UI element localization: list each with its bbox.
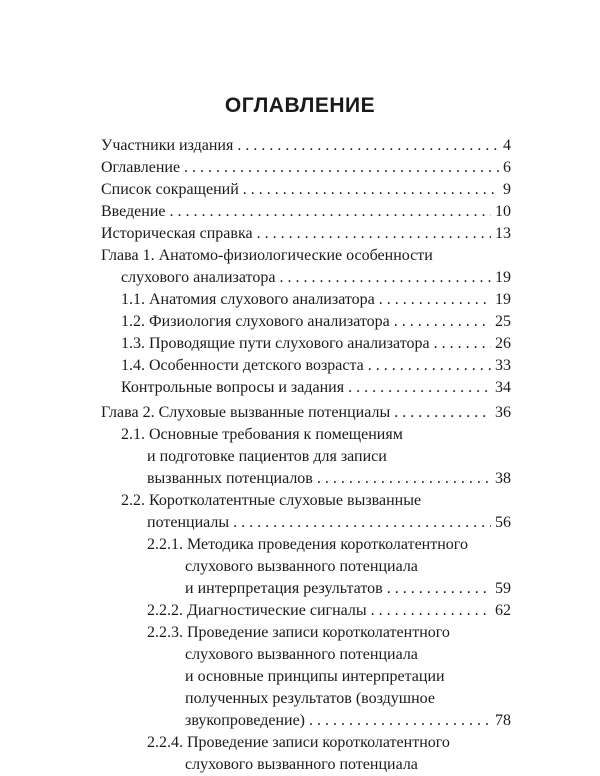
toc-last-line bbox=[101, 201, 511, 223]
toc-page-number: 6 bbox=[503, 159, 511, 176]
dot-leader bbox=[233, 512, 491, 534]
toc-last-line bbox=[121, 377, 511, 399]
toc-last-line bbox=[185, 710, 511, 732]
toc-last-line bbox=[147, 600, 511, 622]
toc-page-number: 34 bbox=[495, 379, 511, 396]
toc-entry-text: Историческая справка bbox=[101, 225, 253, 242]
toc-page-number: 13 bbox=[495, 225, 511, 242]
toc-entry-text: Глава 1. Анатомо-физиологические особенности bbox=[101, 247, 433, 264]
toc-entry-text: 2.2.1. Методика проведения коротколатентного bbox=[147, 536, 468, 553]
toc-last-line bbox=[121, 267, 511, 289]
toc-last-line bbox=[101, 157, 511, 179]
toc-entry-text: 2.2. Коротколатентные слуховые вызванные bbox=[121, 492, 422, 509]
toc-entry-text: 2.2.3. Проведение записи коротколатентного bbox=[147, 624, 450, 641]
toc-last-line bbox=[101, 179, 511, 201]
toc-entry-text: 1.1. Анатомия слухового анализатора bbox=[121, 291, 375, 308]
toc-last-line bbox=[101, 223, 511, 245]
dot-leader bbox=[368, 355, 491, 377]
dot-leader bbox=[348, 377, 491, 399]
toc-entry-text: Введение bbox=[101, 203, 166, 220]
toc-entry-text: вызванных потенциалов bbox=[147, 470, 313, 487]
dot-leader bbox=[243, 179, 499, 201]
toc-entry-text: 1.4. Особенности детского возраста bbox=[121, 357, 364, 374]
toc-entry-text: полученных результатов (воздушное bbox=[185, 690, 435, 707]
toc-entry-text: и основные принципы интерпретации bbox=[185, 668, 445, 685]
toc-page-number: 56 bbox=[495, 514, 511, 531]
toc-page-number: 33 bbox=[495, 357, 511, 374]
toc-entry-text: Глава 2. Слуховые вызванные потенциалы bbox=[101, 404, 391, 421]
toc-page-number: 38 bbox=[495, 470, 511, 487]
toc-entry-text: и интерпретация результатов bbox=[185, 580, 383, 597]
toc-entry-text: 1.2. Физиология слухового анализатора bbox=[121, 313, 390, 330]
toc-entry bbox=[101, 157, 511, 179]
toc-page-number: 26 bbox=[495, 335, 511, 352]
toc-entry bbox=[147, 600, 511, 622]
toc-entry-text: 2.2.4. Проведение записи коротколатентного bbox=[147, 734, 450, 751]
toc-entry-text: и подготовке пациентов для записи bbox=[147, 448, 387, 465]
toc-entry bbox=[121, 311, 511, 333]
toc-entry-text: Список сокращений bbox=[101, 181, 239, 198]
toc-entry bbox=[101, 135, 511, 157]
toc-entry-text: звукопроведение) bbox=[185, 712, 305, 729]
toc-entry bbox=[121, 333, 511, 355]
toc-last-line bbox=[185, 578, 511, 600]
dot-leader bbox=[184, 157, 499, 179]
toc-entry-text: 2.1. Основные требования к помещениям bbox=[121, 426, 403, 443]
toc-page-number: 19 bbox=[495, 269, 511, 286]
toc-entry-text: слухового вызванного потенциала bbox=[185, 558, 418, 575]
toc-entry bbox=[121, 377, 511, 399]
toc-entry-text: Участники издания bbox=[101, 137, 234, 154]
dot-leader bbox=[317, 468, 491, 490]
dot-leader bbox=[394, 402, 491, 424]
toc-page-number: 10 bbox=[495, 203, 511, 220]
toc-entry-text: 1.3. Проводящие пути слухового анализатора bbox=[121, 335, 430, 352]
toc-entry bbox=[101, 223, 511, 245]
dot-leader bbox=[309, 710, 491, 732]
toc-page-number: 19 bbox=[495, 291, 511, 308]
dot-leader bbox=[434, 333, 491, 355]
toc-entry bbox=[121, 289, 511, 311]
toc-page-number: 59 bbox=[495, 580, 511, 597]
toc-page-number: 4 bbox=[503, 137, 511, 154]
toc-entry bbox=[147, 622, 511, 732]
toc-entry bbox=[147, 732, 511, 776]
toc-page-number: 78 bbox=[495, 712, 511, 729]
dot-leader bbox=[279, 267, 491, 289]
toc-last-line bbox=[121, 355, 511, 377]
toc-page-number: 9 bbox=[503, 181, 511, 198]
dot-leader bbox=[379, 289, 491, 311]
toc-entry-text: слухового анализатора bbox=[121, 269, 276, 286]
toc-page-number: 36 bbox=[495, 404, 511, 421]
toc-last-line bbox=[121, 311, 511, 333]
toc-page-number: 25 bbox=[495, 313, 511, 330]
toc-entry-text: потенциалы bbox=[147, 514, 230, 531]
dot-leader bbox=[371, 600, 491, 622]
page-title: ОГЛАВЛЕНИЕ bbox=[224, 94, 376, 117]
dot-leader bbox=[170, 201, 492, 223]
toc-entry bbox=[121, 355, 511, 377]
toc-last-line bbox=[121, 289, 511, 311]
toc-page-number: 62 bbox=[495, 602, 511, 619]
toc-entry-text: слухового вызванного потенциала bbox=[185, 646, 418, 663]
dot-leader bbox=[387, 578, 491, 600]
toc-entry-text: Контрольные вопросы и задания bbox=[121, 379, 345, 396]
toc-entry-text: 2.2.2. Диагностические сигналы bbox=[147, 602, 367, 619]
toc-entry bbox=[101, 245, 511, 289]
toc-last-line bbox=[101, 402, 511, 424]
toc-last-line bbox=[147, 468, 511, 490]
toc-last-line bbox=[121, 333, 511, 355]
toc-entry-text: Оглавление bbox=[101, 159, 181, 176]
toc-entry-text: слухового вызванного потенциала bbox=[185, 756, 418, 773]
toc-entry bbox=[101, 201, 511, 223]
toc-entry bbox=[147, 534, 511, 600]
dot-leader bbox=[394, 311, 491, 333]
dot-leader bbox=[237, 135, 499, 157]
toc-entry bbox=[101, 179, 511, 201]
dot-leader bbox=[257, 223, 491, 245]
toc-entry bbox=[121, 490, 511, 534]
toc-last-line bbox=[147, 512, 511, 534]
toc-last-line bbox=[101, 135, 511, 157]
toc-entry bbox=[101, 402, 511, 424]
toc-entry bbox=[121, 424, 511, 490]
